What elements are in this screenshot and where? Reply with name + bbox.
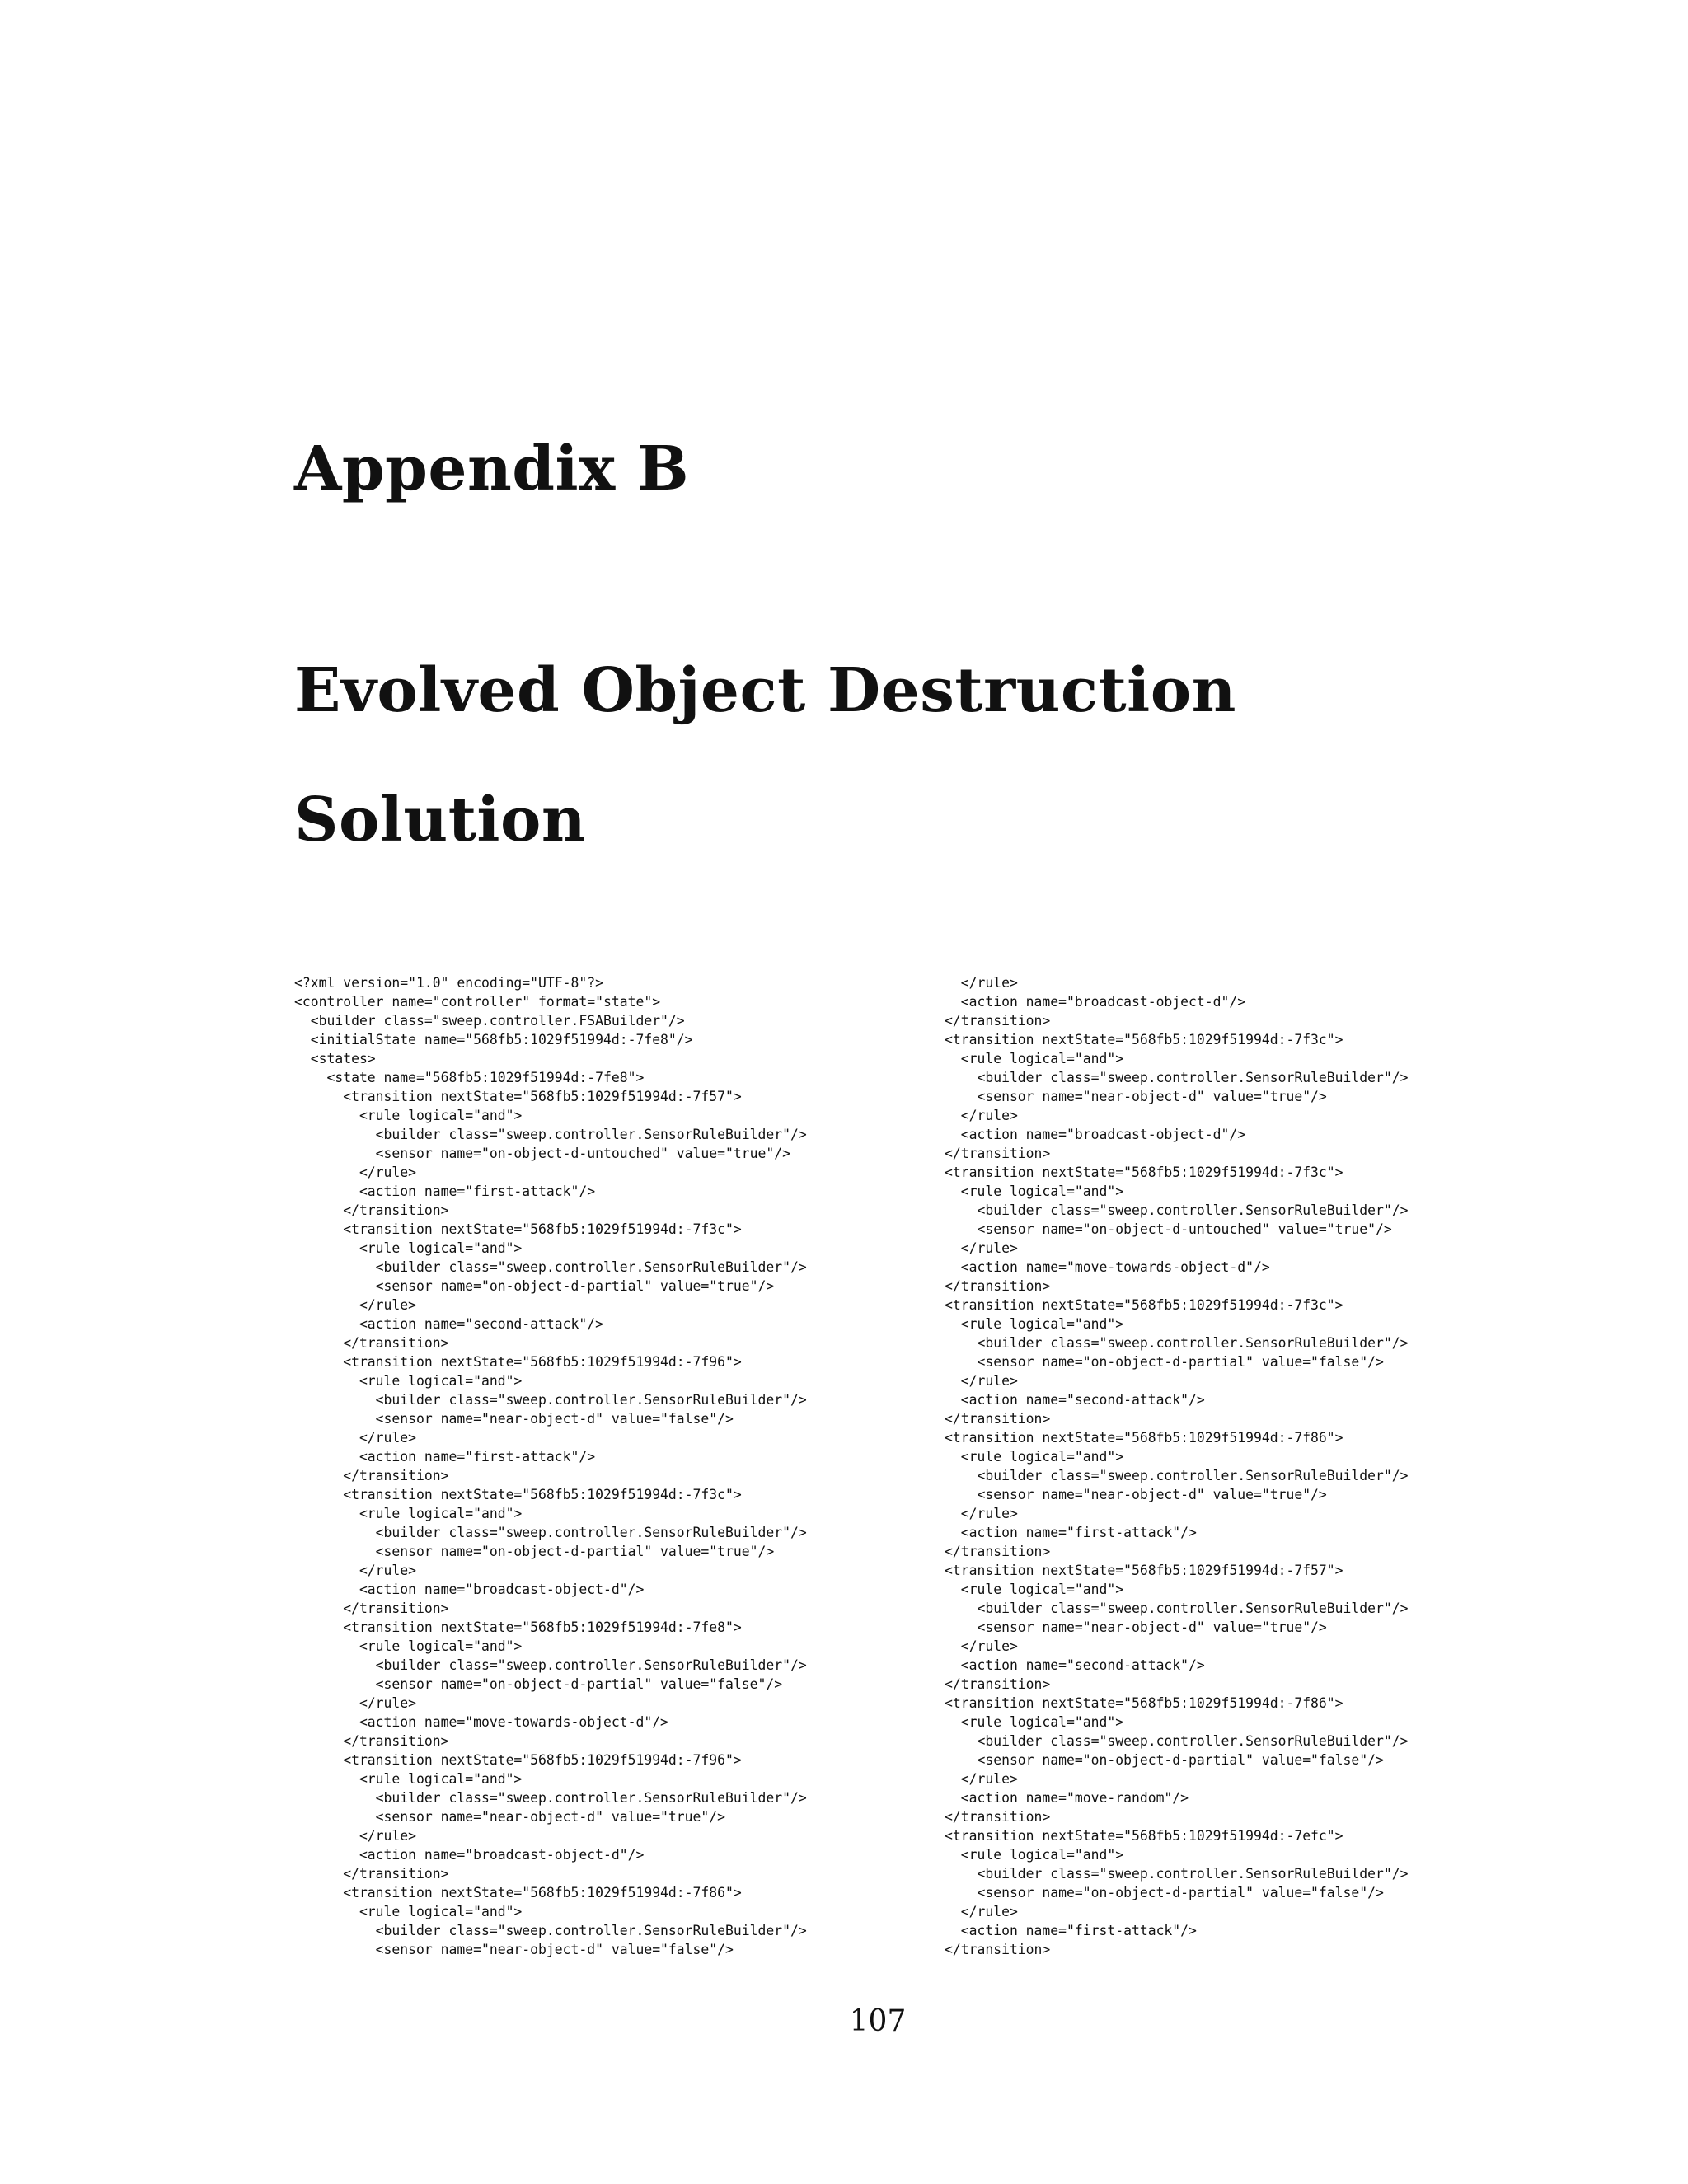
code-line: <action name="second-attack"/>: [945, 1657, 1205, 1673]
code-line: <transition nextState="568fb5:1029f51994d:-7fe8">: [294, 1619, 742, 1635]
code-line: <sensor name="near-object-d" value="true"/>: [945, 1619, 1327, 1635]
code-line: <transition nextState="568fb5:1029f51994d:-7f86">: [945, 1430, 1343, 1446]
code-line: <transition nextState="568fb5:1029f51994d:-7f3c">: [945, 1032, 1343, 1047]
code-line: </rule>: [945, 1108, 1018, 1123]
code-line: </rule>: [294, 1563, 417, 1578]
code-line: <action name="move-random"/>: [945, 1790, 1189, 1806]
code-listing-right-column: [945, 973, 1408, 1959]
code-line: <sensor name="near-object-d" value="true"/>: [945, 1089, 1327, 1104]
code-line: <action name="broadcast-object-d"/>: [945, 1127, 1246, 1142]
code-line: </transition>: [294, 1866, 449, 1882]
code-line: <sensor name="on-object-d-partial" value="false"/>: [945, 1752, 1384, 1768]
code-line: <sensor name="on-object-d-untouched" value="true"/>: [294, 1146, 790, 1161]
code-line: <rule logical="and">: [294, 1904, 523, 1919]
code-line: <builder class="sweep.controller.SensorRuleBuilder"/>: [945, 1733, 1409, 1749]
code-line: <builder class="sweep.controller.SensorRuleBuilder"/>: [945, 1202, 1409, 1218]
code-line: <?xml version="1.0" encoding="UTF-8"?>: [294, 975, 603, 991]
code-line: <action name="first-attack"/>: [945, 1923, 1197, 1938]
code-line: </rule>: [945, 1638, 1018, 1654]
appendix-label: Appendix B: [294, 434, 690, 504]
code-line: <rule logical="and">: [945, 1316, 1124, 1332]
code-line: </transition>: [945, 1809, 1051, 1825]
code-line: </transition>: [945, 1146, 1051, 1161]
code-line: <builder class="sweep.controller.SensorRuleBuilder"/>: [294, 1392, 807, 1408]
code-line: <rule logical="and">: [294, 1506, 523, 1521]
code-line: <transition nextState="568fb5:1029f51994d:-7f96">: [294, 1354, 742, 1370]
chapter-title-line: Evolved Object Destruction: [294, 655, 1236, 726]
code-line: </transition>: [945, 1676, 1051, 1692]
code-line: </transition>: [294, 1601, 449, 1616]
code-line: <action name="first-attack"/>: [294, 1183, 596, 1199]
code-line: </transition>: [945, 1411, 1051, 1427]
code-line: <state name="568fb5:1029f51994d:-7fe8">: [294, 1070, 645, 1085]
code-line: <transition nextState="568fb5:1029f51994d:-7f57">: [294, 1089, 742, 1104]
code-line: </transition>: [945, 1013, 1051, 1029]
code-line: <builder class="sweep.controller.SensorRuleBuilder"/>: [945, 1866, 1409, 1882]
code-line: <sensor name="near-object-d" value="false"/>: [294, 1411, 734, 1427]
code-line: <builder class="sweep.controller.SensorRuleBuilder"/>: [294, 1525, 807, 1540]
code-line: <transition nextState="568fb5:1029f51994d:-7f86">: [294, 1885, 742, 1900]
code-line: </rule>: [945, 975, 1018, 991]
chapter-title: [294, 626, 1236, 885]
code-line: <transition nextState="568fb5:1029f51994d:-7f57">: [945, 1563, 1343, 1578]
code-line: <action name="second-attack"/>: [294, 1316, 603, 1332]
code-line: <action name="broadcast-object-d"/>: [294, 1582, 645, 1597]
code-line: <rule logical="and">: [945, 1582, 1124, 1597]
code-line: <sensor name="on-object-d-untouched" value="true"/>: [945, 1221, 1392, 1237]
code-line: <rule logical="and">: [294, 1108, 523, 1123]
code-line: <sensor name="near-object-d" value="true"/>: [945, 1487, 1327, 1502]
code-line: <sensor name="on-object-d-partial" value="false"/>: [294, 1676, 783, 1692]
code-line: <action name="broadcast-object-d"/>: [945, 994, 1246, 1010]
code-line: <rule logical="and">: [945, 1714, 1124, 1730]
code-line: <sensor name="on-object-d-partial" value="true"/>: [294, 1544, 775, 1559]
code-line: </rule>: [294, 1828, 417, 1844]
code-line: </rule>: [945, 1373, 1018, 1389]
code-line: <action name="move-towards-object-d"/>: [945, 1259, 1270, 1275]
code-line: </transition>: [294, 1468, 449, 1483]
code-line: <builder class="sweep.controller.SensorRuleBuilder"/>: [294, 1790, 807, 1806]
code-line: <transition nextState="568fb5:1029f51994d:-7f3c">: [945, 1297, 1343, 1313]
code-line: </rule>: [294, 1165, 417, 1180]
code-line: <action name="second-attack"/>: [945, 1392, 1205, 1408]
code-line: <builder class="sweep.controller.SensorRuleBuilder"/>: [945, 1070, 1409, 1085]
code-line: <action name="broadcast-object-d"/>: [294, 1847, 645, 1863]
code-line: <transition nextState="568fb5:1029f51994d:-7f3c">: [294, 1487, 742, 1502]
code-line: <builder class="sweep.controller.FSABuilder"/>: [294, 1013, 685, 1029]
page-number: 107: [849, 2004, 907, 2038]
code-line: <transition nextState="568fb5:1029f51994d:-7f86">: [945, 1695, 1343, 1711]
code-line: <builder class="sweep.controller.SensorRuleBuilder"/>: [294, 1259, 807, 1275]
code-line: </rule>: [945, 1904, 1018, 1919]
code-line: </rule>: [294, 1430, 417, 1446]
code-line: </rule>: [945, 1506, 1018, 1521]
code-line: </rule>: [294, 1297, 417, 1313]
code-line: <builder class="sweep.controller.SensorRuleBuilder"/>: [294, 1657, 807, 1673]
code-line: <sensor name="on-object-d-partial" value="false"/>: [945, 1354, 1384, 1370]
code-line: <states>: [294, 1051, 376, 1066]
chapter-title-line: Solution: [294, 785, 587, 855]
code-line: <transition nextState="568fb5:1029f51994d:-7efc">: [945, 1828, 1343, 1844]
code-line: <transition nextState="568fb5:1029f51994d:-7f3c">: [945, 1165, 1343, 1180]
code-line: </transition>: [294, 1335, 449, 1351]
code-line: <action name="first-attack"/>: [945, 1525, 1197, 1540]
code-line: </transition>: [945, 1544, 1051, 1559]
code-line: </transition>: [294, 1202, 449, 1218]
code-line: <builder class="sweep.controller.SensorRuleBuilder"/>: [945, 1335, 1409, 1351]
code-line: <initialState name="568fb5:1029f51994d:-7fe8"/>: [294, 1032, 693, 1047]
code-line: </transition>: [945, 1278, 1051, 1294]
code-line: </rule>: [945, 1771, 1018, 1787]
code-line: </rule>: [294, 1695, 417, 1711]
code-line: <transition nextState="568fb5:1029f51994d:-7f96">: [294, 1752, 742, 1768]
code-line: <sensor name="on-object-d-partial" value="true"/>: [294, 1278, 775, 1294]
code-line: <builder class="sweep.controller.SensorRuleBuilder"/>: [294, 1923, 807, 1938]
code-listing-left-column: [294, 973, 807, 1959]
code-line: <rule logical="and">: [945, 1051, 1124, 1066]
code-line: </transition>: [945, 1942, 1051, 1957]
code-line: <builder class="sweep.controller.SensorRuleBuilder"/>: [294, 1127, 807, 1142]
code-line: <sensor name="on-object-d-partial" value="false"/>: [945, 1885, 1384, 1900]
code-line: <controller name="controller" format="state">: [294, 994, 661, 1010]
code-line: <builder class="sweep.controller.SensorRuleBuilder"/>: [945, 1468, 1409, 1483]
code-line: <action name="first-attack"/>: [294, 1449, 596, 1465]
code-line: <rule logical="and">: [294, 1638, 523, 1654]
code-line: </rule>: [945, 1240, 1018, 1256]
code-line: <sensor name="near-object-d" value="true"/>: [294, 1809, 726, 1825]
code-line: </transition>: [294, 1733, 449, 1749]
code-line: <transition nextState="568fb5:1029f51994d:-7f3c">: [294, 1221, 742, 1237]
code-line: <sensor name="near-object-d" value="false"/>: [294, 1942, 734, 1957]
code-line: <builder class="sweep.controller.SensorRuleBuilder"/>: [945, 1601, 1409, 1616]
code-line: <rule logical="and">: [945, 1183, 1124, 1199]
code-line: <rule logical="and">: [945, 1847, 1124, 1863]
code-line: <rule logical="and">: [294, 1373, 523, 1389]
code-line: <rule logical="and">: [945, 1449, 1124, 1465]
code-line: <rule logical="and">: [294, 1240, 523, 1256]
code-line: <rule logical="and">: [294, 1771, 523, 1787]
code-line: <action name="move-towards-object-d"/>: [294, 1714, 668, 1730]
